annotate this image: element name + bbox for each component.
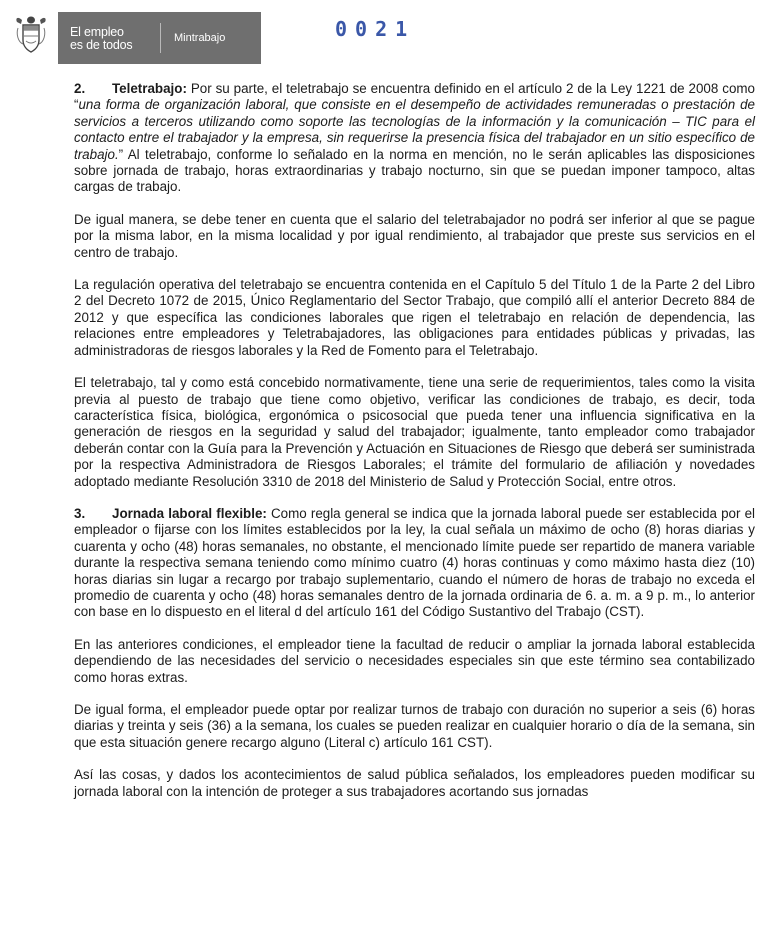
colombia-coat-of-arms-icon bbox=[14, 14, 48, 54]
section-heading: Jornada laboral flexible: bbox=[112, 505, 267, 521]
section-heading: Teletrabajo: bbox=[112, 81, 187, 96]
section-text: Como regla general se indica que la jornada laboral puede ser establecida por el empleador o fijarse con los límites establecidos por la ley, la cual señala un máximo de ocho (8) horas diarias y cuarenta y ocho (48) horas semanales, no obstante, el mencionado límite puede ser repartido de manera variable durante la respectiva semana teniendo como mínimo cuatro (4) horas continuas y como máximo hasta diez (10) horas diarias sin lugar a recargo por trabajo suplementario, cuando el número de horas de trabajo no exceda el promedio de cuarenta y ocho (48) horas semanales dentro de la jornada ordinaria de 6. a. m. a 9 p. m., lo anterior con base en lo dispuesto en el literal d del artículo 161 del Código Sustantivo del Trabajo (CST). bbox=[74, 505, 756, 620]
paragraph-salario: De igual manera, se debe tener en cuenta que el salario del teletrabajador no podrá ser inferior al que se pague por la misma labor, en la misma localidad y por igual rendimiento, al trabajador que preste sus servicios en el centro de trabajo. bbox=[74, 211, 755, 260]
section-jornada-flexible bbox=[74, 506, 755, 621]
paragraph-turnos: De igual forma, el empleador puede optar por realizar turnos de trabajo con duración no superior a seis (6) horas diarias y treinta y seis (36) a la semana, los cuales se pueden realizar en cualquier horario o día de la semana, sin que esta situación genere recargo alguno (Literal c) artículo 161 CST). bbox=[74, 702, 755, 750]
section-teletrabajo bbox=[74, 81, 755, 196]
document-body bbox=[74, 81, 755, 816]
document-stamp-number: 0021 bbox=[335, 17, 416, 41]
section-text: ” Al teletrabajo, conforme lo señalado en la norma en mención, no le serán aplicables las disposiciones sobre jornada de trabajo, horas extraordinarias y trabajo nocturno, sin que se puedan imponer tampoco, altas cargas de trabajo. bbox=[74, 146, 755, 195]
paragraph-regulacion: La regulación operativa del teletrabajo se encuentra contenida en el Capítulo 5 del Título 1 de la Parte 2 del Libro 2 del Decreto 1072 de 2015, Único Reglamentario del Sector Trabajo, que compiló allí el anterior Decreto 884 de 2012 y que específica las condiciones laborales que rigen el teletrabajo en relación de dependencia, las relaciones entre empleadores y Teletrabajadores, las obligaciones para entidades públicas y privadas, las administradoras de riesgos laborales y la Red de Fomento para el Teletrabajo. bbox=[74, 277, 755, 358]
brand-slogan-line1: El empleo bbox=[70, 25, 124, 39]
page-header bbox=[0, 0, 781, 70]
section-number: 2. bbox=[74, 81, 86, 96]
paragraph-requerimientos: El teletrabajo, tal y como está concebido normativamente, tiene una serie de requerimientos, tales como la visita previa al puesto de trabajo que tiene como objetivo, verificar las condiciones de trabajo, es decir, toda característica física, biológica, ergonómica o psicosocial que pueda tener una influencia significativa en la generación de riesgos en la seguridad y salud del trabajador; igualmente, tanto empleador como trabajador deberán contar con la Guía para la Prevención y Actuación en Situaciones de Riesgo que deberá ser suministrada por la respectiva Administradora de Riesgos Laborales; el trámite del formulario de afiliación y novedades adoptado mediante Resolución 3310 de 2018 del Ministerio de Salud y Protección Social, entre otros. bbox=[74, 375, 755, 489]
section-intro-text: Por su parte, el teletrabajo se encuentra definido en el artículo 2 de la Ley 1221 de 2008 como “ bbox=[74, 81, 755, 113]
paragraph-asi-las-cosas: Así las cosas, y dados los acontecimientos de salud pública señalados, los empleadores pueden modificar su jornada laboral con la intención de proteger a sus trabajadores acortando sus jornadas bbox=[74, 767, 755, 799]
paragraph-condiciones: En las anteriores condiciones, el empleador tiene la facultad de reducir o ampliar la jornada laboral establecida dependiendo de las necesidades del servicio o necesidades especiales sin que este término sea contabilizado como horas extras. bbox=[74, 636, 755, 685]
brand-divider bbox=[160, 23, 161, 53]
law-quote: una forma de organización laboral, que consiste en el desempeño de actividades remuneradas o prestación de servicios a terceros utilizando como soporte las tecnologías de la información y la comunicación – TIC para el contacto entre el trabajador y la empresa, sin requerirse la presencia física del trabajador en un sitio específico de trabajo. bbox=[74, 97, 755, 162]
brand-logo-box bbox=[58, 12, 261, 64]
ministry-name: Mintrabajo bbox=[174, 32, 226, 44]
brand-slogan-line2: es de todos bbox=[70, 38, 133, 52]
section-number: 3. bbox=[74, 505, 86, 521]
